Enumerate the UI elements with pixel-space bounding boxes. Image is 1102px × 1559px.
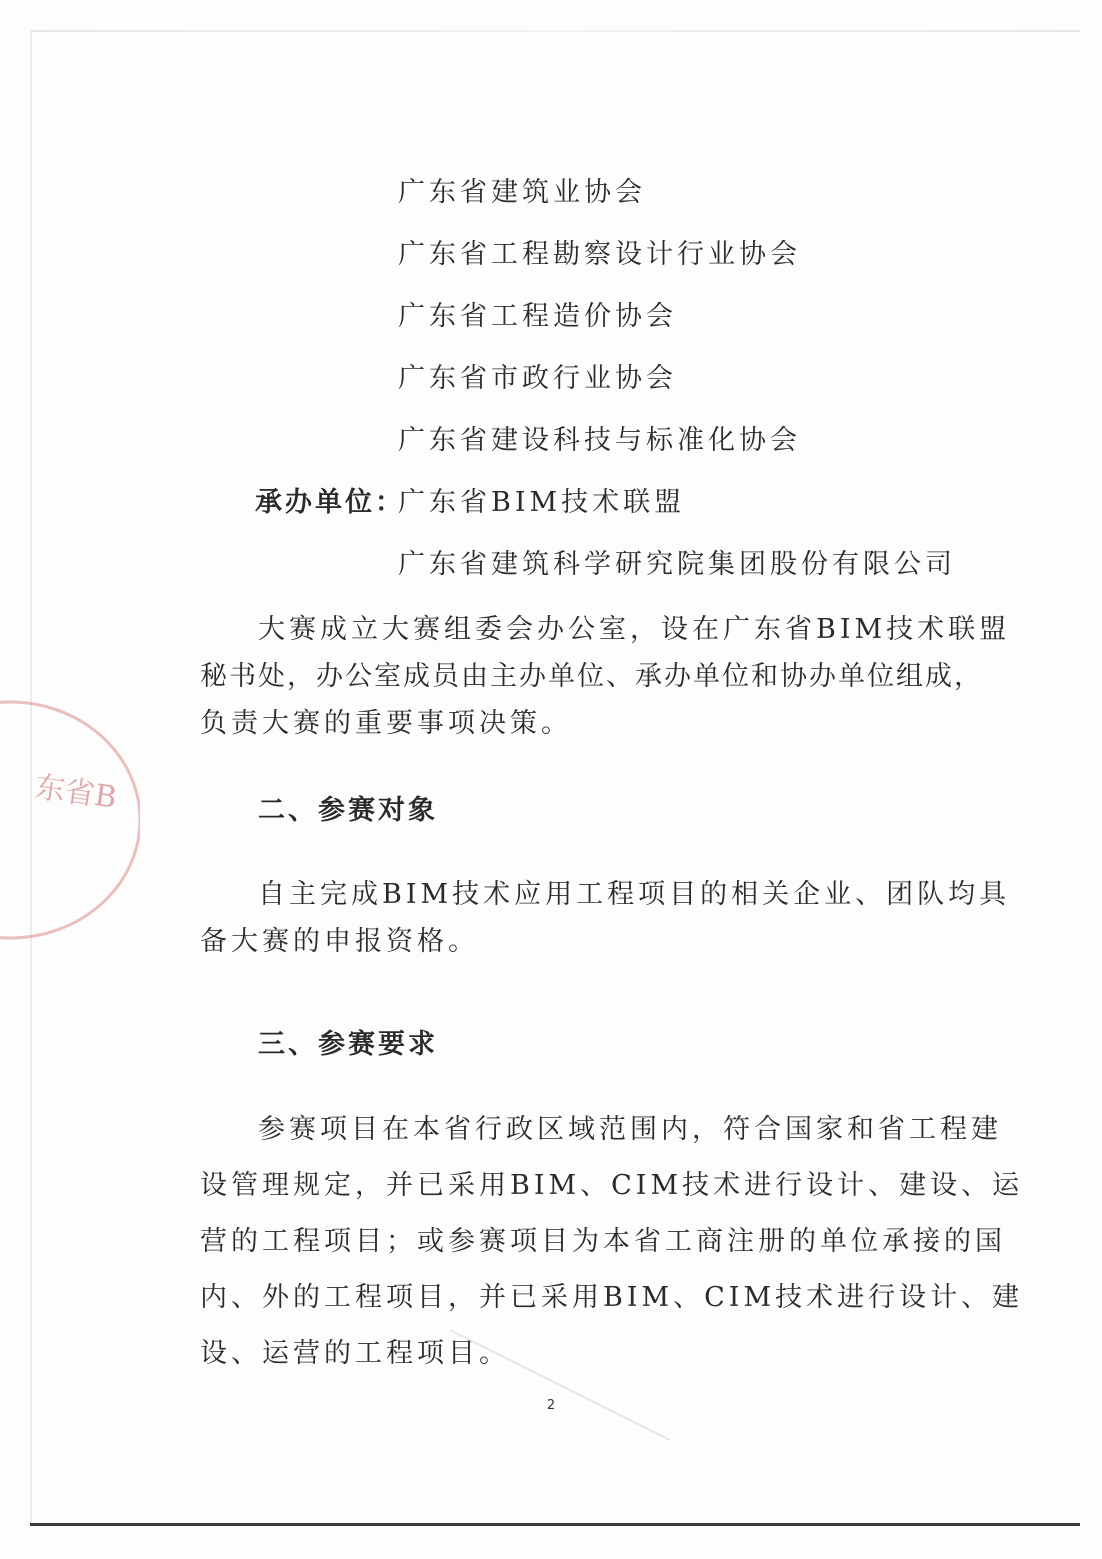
paragraph-line: 秘书处，办公室成员由主办单位、承办单位和协办单位组成， [200, 661, 983, 692]
paragraph-line: 参赛项目在本省行政区域范围内，符合国家和省工程建 [258, 1114, 1002, 1145]
page-edge-bottom [30, 1523, 1080, 1526]
seal-text: 东省B [32, 769, 119, 816]
organizer-item: 广东省建设科技与标准化协会 [398, 425, 801, 456]
paragraph-line: 设、运营的工程项目。 [200, 1338, 510, 1369]
paragraph-line: 自主完成BIM技术应用工程项目的相关企业、团队均具 [258, 879, 1011, 910]
organizer-item: 广东省建筑业协会 [398, 177, 646, 208]
paragraph-line: 备大赛的申报资格。 [200, 926, 479, 957]
organizer-item: 广东省工程造价协会 [398, 301, 677, 332]
section-heading: 二、参赛对象 [258, 795, 438, 826]
host-item: 广东省建筑科学研究院集团股份有限公司 [398, 549, 956, 580]
paragraph-line: 内、外的工程项目，并已采用BIM、CIM技术进行设计、建 [200, 1282, 1024, 1313]
section-heading: 三、参赛要求 [258, 1029, 438, 1060]
host-item: 广东省BIM技术联盟 [398, 487, 686, 518]
paragraph-line: 负责大赛的重要事项决策。 [200, 708, 572, 739]
organizer-item: 广东省工程勘察设计行业协会 [398, 239, 801, 270]
host-label: 承办单位： [255, 487, 405, 518]
organizer-item: 广东省市政行业协会 [398, 363, 677, 394]
page-edge-top [30, 30, 1080, 32]
paragraph-line: 设管理规定，并已采用BIM、CIM技术进行设计、建设、运 [200, 1170, 1024, 1201]
scan-scratch-mark [450, 1330, 670, 1440]
official-seal-icon [0, 700, 140, 940]
paragraph-line: 营的工程项目；或参赛项目为本省工商注册的单位承接的国 [200, 1226, 1006, 1257]
page-number: 2 [546, 1398, 556, 1413]
paragraph-line: 大赛成立大赛组委会办公室，设在广东省BIM技术联盟 [258, 614, 1011, 645]
